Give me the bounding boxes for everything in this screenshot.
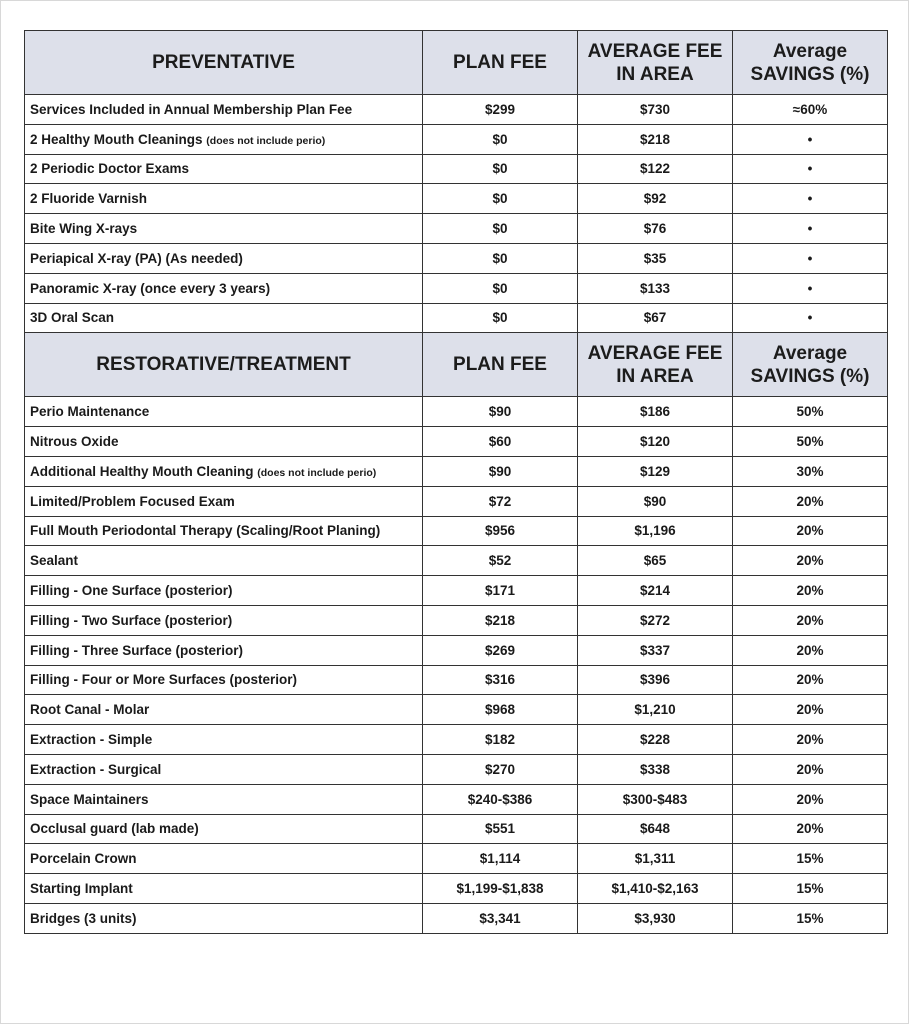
plan-fee-header: PLAN FEE — [423, 333, 578, 397]
plan-fee-cell: $182 — [423, 725, 578, 755]
savings-cell: 20% — [733, 695, 888, 725]
table-row — [25, 397, 888, 427]
service-name-cell — [25, 184, 423, 214]
savings-cell: • — [733, 124, 888, 154]
savings-cell: 15% — [733, 874, 888, 904]
plan-fee-cell: $90 — [423, 456, 578, 486]
table-row — [25, 303, 888, 333]
table-row — [25, 243, 888, 273]
table-row — [25, 814, 888, 844]
plan-fee-cell: $0 — [423, 124, 578, 154]
average-fee-cell: $396 — [578, 665, 733, 695]
service-name-cell — [25, 695, 423, 725]
savings-cell: • — [733, 214, 888, 244]
service-name: Root Canal - Molar — [30, 702, 150, 718]
average-fee-cell: $272 — [578, 605, 733, 635]
plan-fee-cell: $0 — [423, 184, 578, 214]
table-row — [25, 784, 888, 814]
section-header-row — [25, 31, 888, 95]
table-row — [25, 695, 888, 725]
plan-fee-cell: $956 — [423, 516, 578, 546]
savings-cell: 20% — [733, 546, 888, 576]
table-row — [25, 605, 888, 635]
average-fee-cell: $338 — [578, 754, 733, 784]
service-name-cell — [25, 427, 423, 457]
service-name-cell — [25, 303, 423, 333]
service-name: Full Mouth Periodontal Therapy (Scaling/Root Planing) — [30, 523, 381, 539]
table-row — [25, 576, 888, 606]
average-fee-cell: $65 — [578, 546, 733, 576]
service-name: Perio Maintenance — [30, 404, 150, 420]
savings-cell: • — [733, 154, 888, 184]
average-fee-cell: $3,930 — [578, 903, 733, 933]
savings-cell: 20% — [733, 665, 888, 695]
average-fee-cell: $730 — [578, 95, 733, 125]
service-name: Filling - Two Surface (posterior) — [30, 612, 233, 628]
plan-fee-cell: $3,341 — [423, 903, 578, 933]
savings-cell: 20% — [733, 814, 888, 844]
service-name-cell — [25, 456, 423, 486]
plan-fee-cell: $0 — [423, 273, 578, 303]
service-name-cell — [25, 605, 423, 635]
plan-fee-cell: $240-$386 — [423, 784, 578, 814]
service-name: Bite Wing X-rays — [30, 221, 138, 237]
service-name: Occlusal guard (lab made) — [30, 821, 199, 837]
service-name-cell — [25, 576, 423, 606]
average-fee-cell: $133 — [578, 273, 733, 303]
service-name-cell — [25, 784, 423, 814]
service-name-cell — [25, 725, 423, 755]
savings-cell: 20% — [733, 725, 888, 755]
service-name-cell — [25, 124, 423, 154]
average-fee-cell: $337 — [578, 635, 733, 665]
table-row — [25, 456, 888, 486]
plan-fee-header: PLAN FEE — [423, 31, 578, 95]
average-fee-cell: $228 — [578, 725, 733, 755]
service-name: Starting Implant — [30, 881, 133, 897]
service-name: Extraction - Simple — [30, 732, 153, 748]
savings-cell: 50% — [733, 397, 888, 427]
savings-cell: 15% — [733, 844, 888, 874]
savings-cell: 20% — [733, 754, 888, 784]
service-name: Limited/Problem Focused Exam — [30, 493, 235, 509]
table-row — [25, 273, 888, 303]
average-fee-cell: $648 — [578, 814, 733, 844]
table-row — [25, 184, 888, 214]
fee-schedule-table — [24, 30, 888, 934]
plan-fee-cell: $72 — [423, 486, 578, 516]
average-fee-cell: $1,410-$2,163 — [578, 874, 733, 904]
service-name-cell — [25, 243, 423, 273]
plan-fee-cell: $60 — [423, 427, 578, 457]
savings-cell: 15% — [733, 903, 888, 933]
section-header-row — [25, 333, 888, 397]
service-name-cell — [25, 874, 423, 904]
service-name: Extraction - Surgical — [30, 761, 162, 777]
service-name: Sealant — [30, 553, 79, 569]
average-fee-cell: $218 — [578, 124, 733, 154]
table-row — [25, 516, 888, 546]
service-name: 3D Oral Scan — [30, 310, 115, 326]
service-name: 2 Fluoride Varnish — [30, 191, 148, 207]
average-fee-cell: $186 — [578, 397, 733, 427]
service-name: Filling - One Surface (posterior) — [30, 583, 233, 599]
plan-fee-cell: $269 — [423, 635, 578, 665]
service-name-cell — [25, 516, 423, 546]
table-row — [25, 725, 888, 755]
plan-fee-cell: $299 — [423, 95, 578, 125]
average-fee-cell: $1,196 — [578, 516, 733, 546]
savings-cell: 20% — [733, 784, 888, 814]
savings-cell: 50% — [733, 427, 888, 457]
plan-fee-cell: $1,114 — [423, 844, 578, 874]
average-fee-cell: $214 — [578, 576, 733, 606]
average-fee-cell: $92 — [578, 184, 733, 214]
savings-cell: 30% — [733, 456, 888, 486]
average-fee-header: AVERAGE FEE IN AREA — [578, 333, 733, 397]
service-name: Porcelain Crown — [30, 851, 137, 867]
savings-cell: • — [733, 184, 888, 214]
service-name: Additional Healthy Mouth Cleaning — [30, 463, 254, 479]
savings-cell: • — [733, 273, 888, 303]
table-row — [25, 486, 888, 516]
fee-table-body — [25, 31, 888, 934]
table-row — [25, 546, 888, 576]
service-name-cell — [25, 154, 423, 184]
plan-fee-cell: $270 — [423, 754, 578, 784]
average-fee-header: AVERAGE FEE IN AREA — [578, 31, 733, 95]
plan-fee-cell: $171 — [423, 576, 578, 606]
savings-cell: 20% — [733, 605, 888, 635]
savings-cell: 20% — [733, 486, 888, 516]
service-name: Filling - Four or More Surfaces (posterior) — [30, 672, 298, 688]
service-name-cell — [25, 844, 423, 874]
plan-fee-cell: $0 — [423, 214, 578, 244]
plan-fee-cell: $0 — [423, 243, 578, 273]
average-fee-cell: $35 — [578, 243, 733, 273]
table-row — [25, 874, 888, 904]
service-name: Filling - Three Surface (posterior) — [30, 642, 244, 658]
service-name-cell — [25, 665, 423, 695]
average-fee-cell: $129 — [578, 456, 733, 486]
service-name-cell — [25, 95, 423, 125]
service-note: (does not include perio) — [206, 134, 326, 147]
service-name-cell — [25, 273, 423, 303]
average-fee-cell: $122 — [578, 154, 733, 184]
plan-fee-cell: $0 — [423, 303, 578, 333]
table-row — [25, 427, 888, 457]
average-savings-header: Average SAVINGS (%) — [733, 333, 888, 397]
table-row — [25, 844, 888, 874]
service-name: Nitrous Oxide — [30, 434, 119, 450]
table-row — [25, 214, 888, 244]
service-name: Bridges (3 units) — [30, 910, 137, 926]
savings-cell: 20% — [733, 635, 888, 665]
plan-fee-cell: $90 — [423, 397, 578, 427]
savings-cell: • — [733, 243, 888, 273]
average-fee-cell: $76 — [578, 214, 733, 244]
plan-fee-cell: $968 — [423, 695, 578, 725]
table-row — [25, 754, 888, 784]
average-fee-cell: $1,210 — [578, 695, 733, 725]
service-name-cell — [25, 397, 423, 427]
service-name-cell — [25, 486, 423, 516]
section-title-header: RESTORATIVE/TREATMENT — [25, 333, 423, 397]
service-name: Space Maintainers — [30, 791, 149, 807]
plan-fee-cell: $551 — [423, 814, 578, 844]
service-name: 2 Healthy Mouth Cleanings — [30, 131, 203, 147]
average-savings-header: Average SAVINGS (%) — [733, 31, 888, 95]
plan-fee-cell: $218 — [423, 605, 578, 635]
average-fee-cell: $120 — [578, 427, 733, 457]
average-fee-cell: $1,311 — [578, 844, 733, 874]
table-row — [25, 903, 888, 933]
service-name-cell — [25, 635, 423, 665]
service-name: Services Included in Annual Membership Plan Fee — [30, 101, 353, 117]
service-name: Panoramic X-ray (once every 3 years) — [30, 280, 271, 296]
table-row — [25, 154, 888, 184]
plan-fee-cell: $52 — [423, 546, 578, 576]
table-row — [25, 95, 888, 125]
plan-fee-cell: $316 — [423, 665, 578, 695]
savings-cell: 20% — [733, 516, 888, 546]
average-fee-cell: $67 — [578, 303, 733, 333]
savings-cell: ≈60% — [733, 95, 888, 125]
service-name-cell — [25, 214, 423, 244]
plan-fee-cell: $0 — [423, 154, 578, 184]
table-row — [25, 635, 888, 665]
average-fee-cell: $300-$483 — [578, 784, 733, 814]
savings-cell: 20% — [733, 576, 888, 606]
service-name-cell — [25, 903, 423, 933]
service-name: 2 Periodic Doctor Exams — [30, 161, 190, 177]
average-fee-cell: $90 — [578, 486, 733, 516]
service-name-cell — [25, 814, 423, 844]
table-row — [25, 124, 888, 154]
service-name-cell — [25, 754, 423, 784]
service-note: (does not include perio) — [257, 466, 377, 479]
section-title-header: PREVENTATIVE — [25, 31, 423, 95]
service-name: Periapical X-ray (PA) (As needed) — [30, 250, 243, 266]
table-row — [25, 665, 888, 695]
plan-fee-cell: $1,199-$1,838 — [423, 874, 578, 904]
service-name-cell — [25, 546, 423, 576]
savings-cell: • — [733, 303, 888, 333]
